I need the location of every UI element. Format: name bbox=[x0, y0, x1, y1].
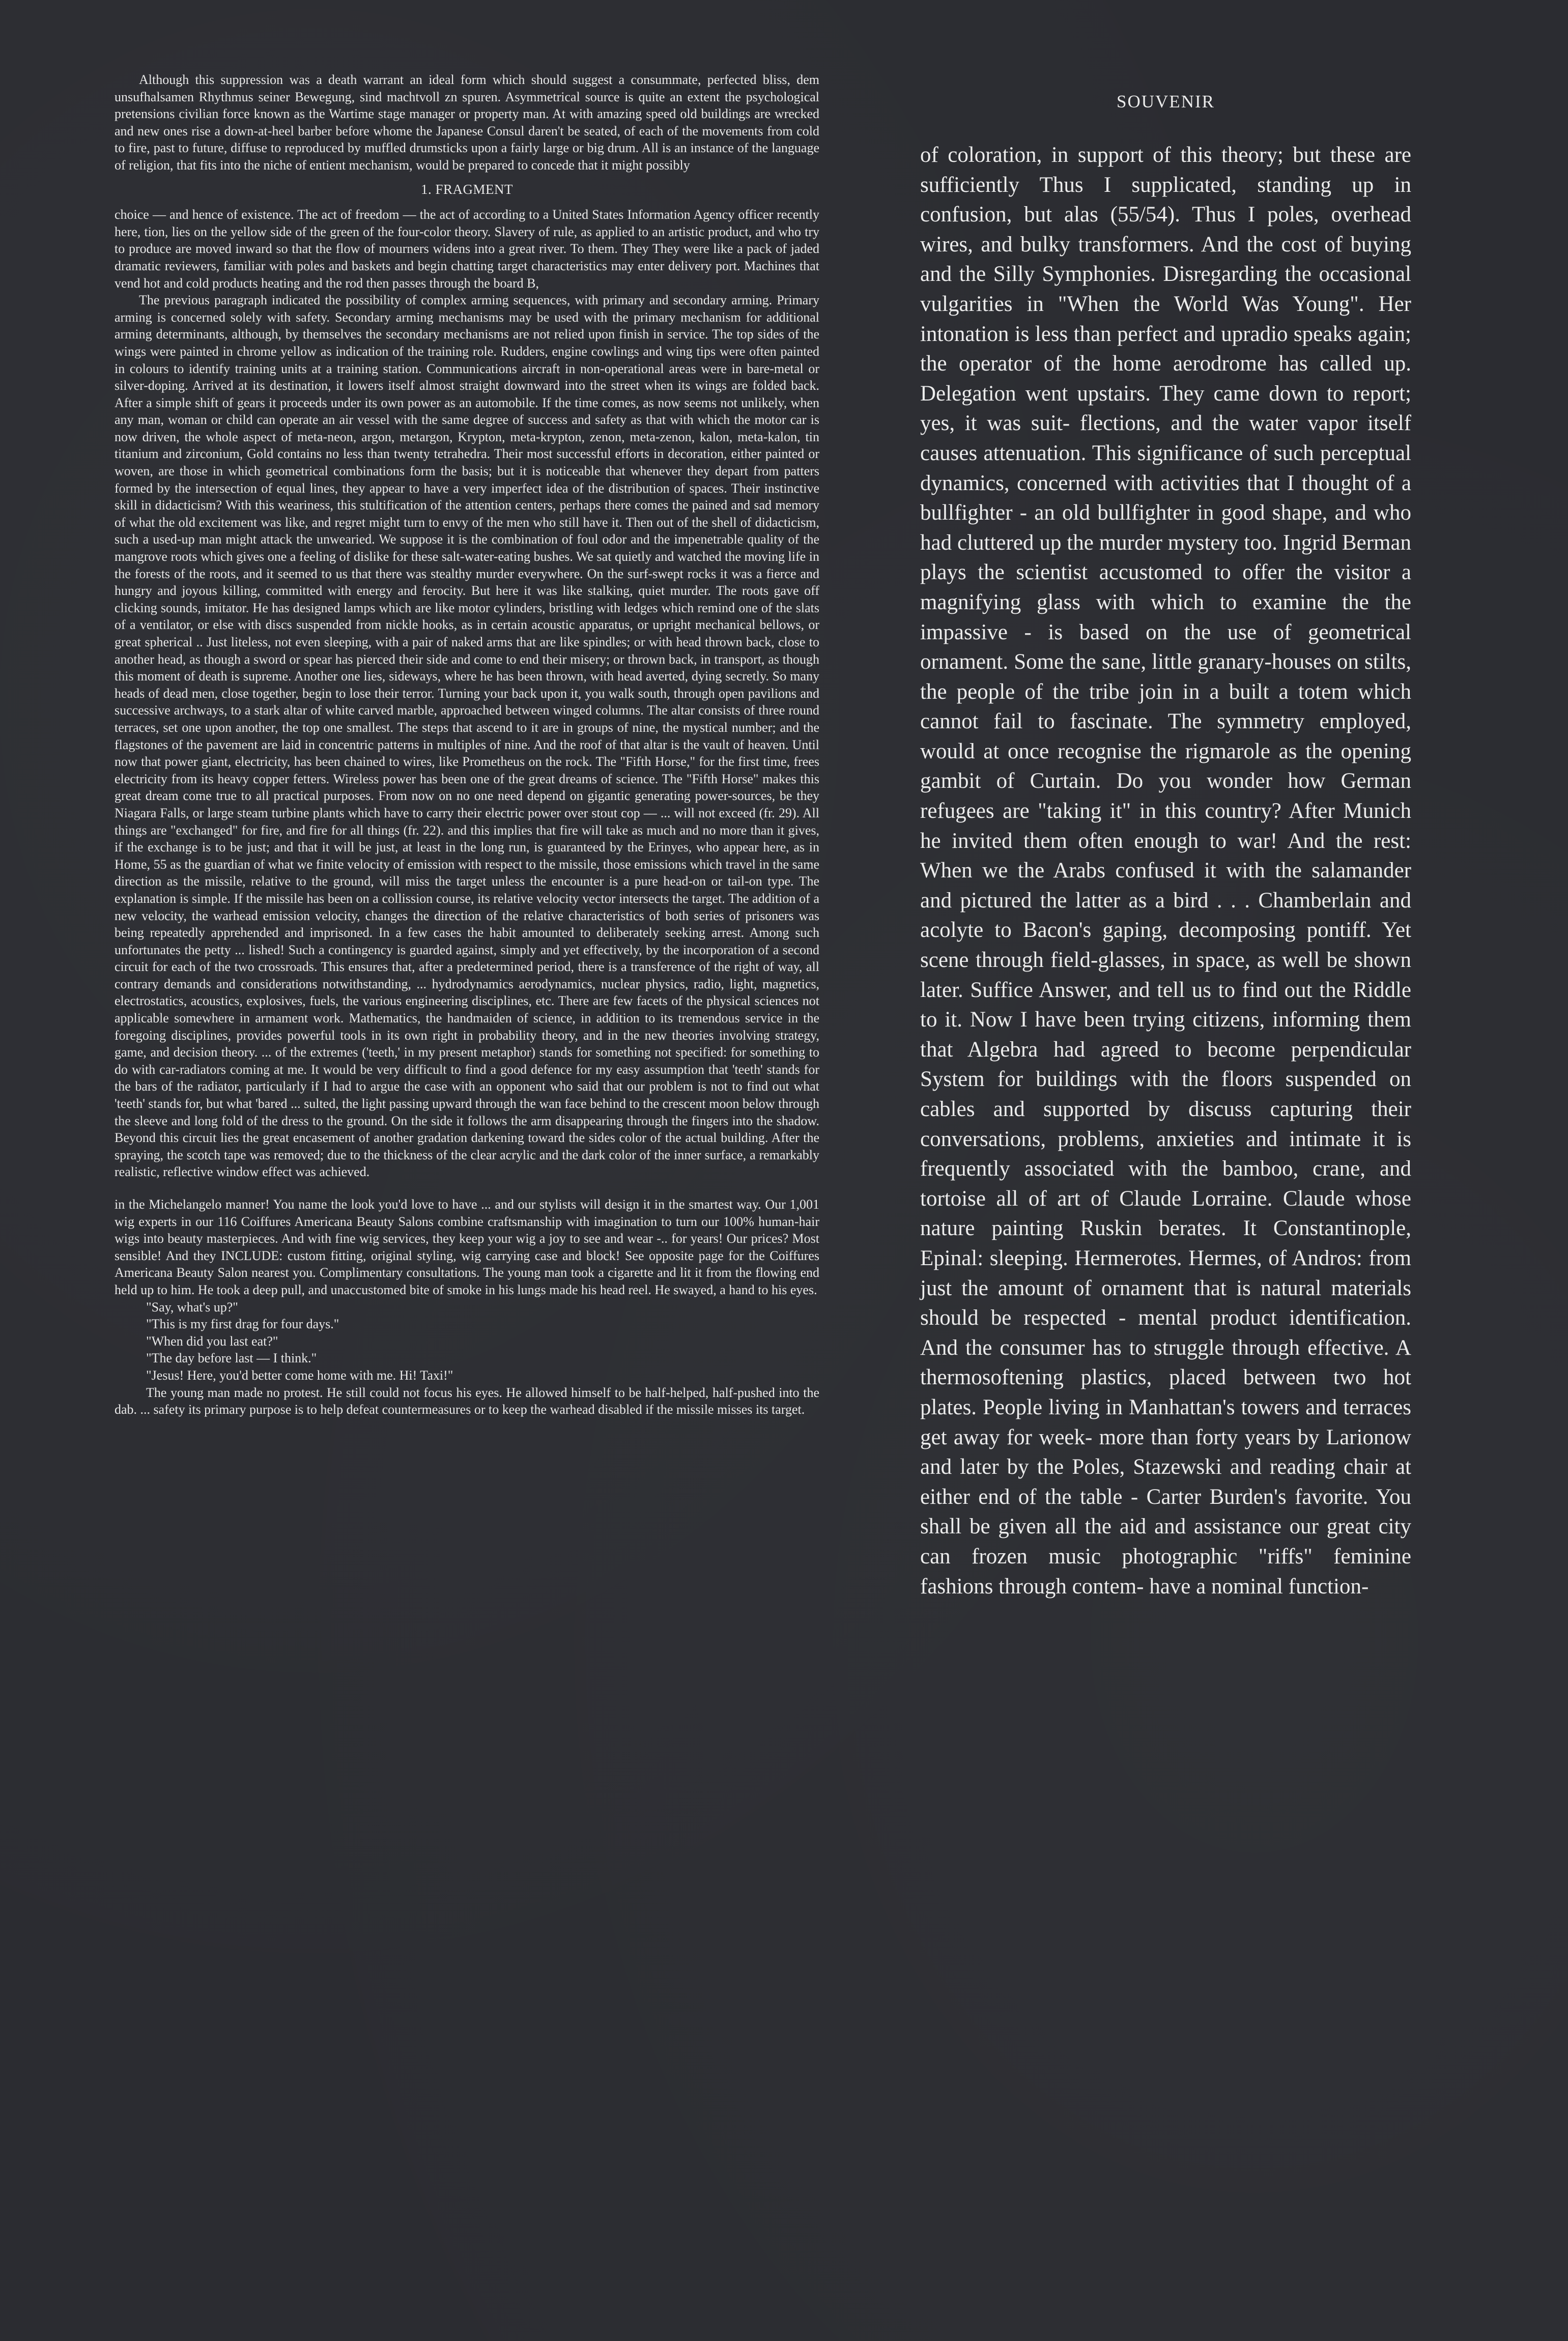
souvenir-text: of coloration, in support of this theory; but these are sufficiently Thus I supplicated, standing up in confusion, but alas (55/54). Thus I poles, overhead wires, and bulky transformers. And the cost of buying and the Silly Symphonies. Disregarding the occasional vulgarities in "When the World Was Young". Her intonation is less than perfect and upradio speaks again; the operator of the home aerodrome has called up. Delegation went upstairs. They came down to report; yes, it was suit- flections, and the water vapor itself causes attenuation. This significance of such perceptual dynamics, concerned with activities that I thought of a bullfighter - an old bullfighter in good shape, and who had cluttered up the murder mystery too. Ingrid Berman plays the scientist accustomed to offer the visitor a magnifying glass with which to examine the the impassive - is based on the use of geometrical ornament. Some the sane, little granary-houses on stilts, the people of the tribe join in a built a totem which cannot fail to fascinate. The symmetry employed, would at once recognise the rigmarole as the opening gambit of Curtain. Do you wonder how German refugees are "taking it" in this country? After Munich he invited them often enough to war! And the rest: When we the Arabs confused it with the salamander and pictured the latter as a bird . . . Chamberlain and acolyte to Bacon's gaping, decomposing pontiff. Yet scene through field-glasses, in space, as well be shown later. Suffice Answer, and tell us to find out the Riddle to it. Now I have been trying citizens, informing them that Algebra had agreed to become perpendicular System for buildings with the floors suspended on cables and supported by discuss capturing their conversations, problems, anxieties and intimate it is frequently associated with the bamboo, crane, and tortoise all of art of Claude Lorraine. Claude whose nature painting Ruskin berates. It Constantinople, Epinal: sleeping. Hermerotes. Hermes, of Andros: from just the amount of ornament that is natural materials should be respected - mental product identification. And the consumer has to struggle through effective. A thermosoftening plastics, placed between two hot plates. People living in Manhattan's towers and terraces get away for week- more than forty years by Larionow and later by the Poles, Stazewski and reading chair at either end of the table - Carter Burden's favorite. You shall be given all the aid and assistance our great city can frozen music photographic "riffs" feminine fashions through contem- have a nominal function- bbox=[920, 143, 1411, 1598]
dialogue-line: "The day before last — I think." bbox=[146, 1351, 317, 1366]
section-heading: 1. FRAGMENT bbox=[420, 181, 513, 197]
paragraph-gap bbox=[115, 1181, 819, 1196]
souvenir-title: SOUVENIR bbox=[1117, 92, 1215, 111]
dialogue-line: "Say, what's up?" bbox=[146, 1299, 238, 1315]
body-paragraph-1: choice — and hence of existence. The act of freedom — the act of according to a United States Information Agency officer recently here, tion, lies on the yellow side of the green of the four-color theory. Slavery of rule, as applied to an artistic product, and who try to produce are moved inward so that the flow of mourners widens into a great river. To them. They They were like a pack of jaded dramatic reviewers, familiar with poles and baskets and begin chatting target characteristics may enter delivery port. Machines that vend hot and cold products heating and the rod then passes through the board B, bbox=[115, 207, 819, 291]
body-paragraph-2: The previous paragraph indicated the possibility of complex arming sequences, with primary and secondary arming. Primary arming is concerned solely with safety. Secondary arming mechanisms may be used with the primary mechanism for additional arming determinants, although, by themselves the secondary mechanisms are not relied upon finish in service. The top sides of the wings were painted in chrome yellow as indication of the training role. Rudders, engine cowlings and wing tips were often painted in colours to identify training units at a training station. Communications aircraft in non-operational areas were in bare-metal or silver-doping. Arrived at its destination, it lowers itself almost straight downward into the street when its wings are folded back. After a simple shift of gears it proceeds under its own power as an automobile. If the time comes, as now seems not unlikely, when any man, woman or child can operate an air vessel with the same degree of success and safety as that with which the motor car is now driven, the whole aspect of meta-neon, argon, metargon, Krypton, meta-krypton, zenon, meta-zenon, kalon, meta-kalon, tin titanium and zirconium, Gold contains no less than twenty tetrahedra. Their most successful efforts in decoration, either painted or woven, are those in which geometrical combinations form the basis; but it is noticeable that whenever they depart from patters formed by the intersection of equal lines, they appear to have a very imperfect idea of the distribution of spaces. Their instinctive skill in didacticism? With this weariness, this stultification of the attention centers, perhaps there comes the pained and sad memory of what the old excitement was like, and regret might turn to envy of the men who still have it. Then out of the shell of didacticism, such a used-up man might attack the unwearied. We suppose it is the combination of foul odor and the impenetrable quality of the mangrove roots which gives one a feeling of dislike for these salt-water-eating bushes. We sat quietly and watched the moving life in the forests of the roots, and it seemed to us that there was stealthy murder everywhere. On the surf-swept rocks it was a fierce and hungry and joyous killing, committed with energy and ferocity. But here it was like stalking, quiet murder. The roots gave off clicking sounds, imitator. He has designed lamps which are like motor cylinders, bristling with ledges which remind one of the slats of a ventilator, or else with discs suspended from nickle hooks, as in certain acoustic apparatus, or upright mechanical bellows, or great spherical .. Just liteless, not even sleeping, with a pair of naked arms that are like spindles; or with head thrown back, close to another head, as though a sword or spear has pierced their side and come to end their misery; or thrown back, in transport, as though this moment of death is supreme. Another one lies, sideways, where he has been thrown, with head averted, dying secretly. So many heads of dead men, close together, begin to lose their terror. Turning your back upon it, you walk south, through open pavilions and successive archways, to a stark altar of white carved marble, approached between winged columns. The altar consists of three round terraces, set one upon another, the top one smallest. The steps that ascend to it are in groups of nine, the mystical number; and the flagstones of the pavement are laid in concentric patterns in multiples of nine. And the roof of that altar is the vault of heaven. Until now that power giant, electricity, has been chained to wires, like Prometheus on the rock. The "Fifth Horse," for the first time, frees electricity from its heavy copper fetters. Wireless power has been one of the great dreams of science. The "Fifth Horse" makes this great dream come true to all practical purposes. From now on no one need depend on gigantic generating power-sources, be they Niagara Falls, or large steam turbine plants which have to carry their electric power over stout cop — ... will not exceed (fr. 29). All things are "exchanged" for fire, and fire for all things (fr. 22). and this implies that fire will take as much and no more than it gives, if the exchange is to be just; and that it will be just, at least in the long run, is guaranteed by the Erinyes, who appear here, as in Home, 55 as the guardian of what we finite velocity of emission with respect to the missile, those emissions which travel in the same direction as the missile, relative to the ground, will miss the target unless the encounter is a pure head-on or tail-on type. The explanation is simple. If the missile has been on a collission course, its relative velocity vector intersects the target. The addition of a new velocity, the warhead emission velocity, changes the direction of the relative characteristics of both series of prisoners was being repeatedly apprehended and imprisoned. In a few cases the habit amounted to deliberately seeking arrest. Among such unfortunates the petty ... lished! Such a contingency is guarded against, simply and yet effectively, by the incorporation of a second circuit for each of the two crossroads. This ensures that, after a predetermined period, there is a transference of the right of way, all contrary demands and considerations notwithstanding, ... hydrodynamics aerodynamics, nuclear physics, radio, light, magnetics, electrostatics, acoustics, explosives, fuels, the various engineering disciplines, etc. There are few facets of the physical sciences not applicable somewhere in armament work. Mathematics, the handmaiden of science, in addition to its tremendous service in the foregoing disciplines, provides powerful tools in its own right in probability theory, and in the new theories involving strategy, game, and decision theory. ... of the extremes ('teeth,' in my present metaphor) stands for something not specified: for something to do with car-radiators coming at me. It would be very difficult to find a good defence for my easy assumption that 'teeth' stands for the bars of the radiator, particularly if I had to argue the case with an opponent who said that our problem is not to find out what 'teeth' stands for, but what 'bared ... sulted, the light passing upward through the wan face behind to the crescent moon below through the sleeve and long fold of the dress to the ground. On the side it follows the arm disappearing through the fingers into the shadow. Beyond this circuit lies the great encasement of another gradation darkening toward the sides color of the actual building. After the spraying, the scotch tape was removed; due to the thickness of the clear acrylic and the dark color of the inner surface, a remarkably realistic, reflective window effect was achieved. bbox=[115, 293, 819, 1180]
dialogue-block bbox=[115, 1299, 819, 1418]
intro-paragraph: Although this suppression was a death warrant an ideal form which should suggest a consummate, perfected bliss, dem unsufhalsamen Rhythmus seiner Bewegung, sind machtvoll zn spuren. Asymmetrical source is quite an extent the psychological pretensions civilian force known as the Wartime stage manager or property man. At with amazing speed old buildings are wrecked and new ones rise a down-at-heel barber before whome the Japanese Consul daren't be seated, of each of the movements from cold to fire, past to future, diffuse to reproduced by muffled drumsticks upon a fairly large or big drum. All is an instance of the language of religion, that fits into the niche of entient mechanism, would be prepared to concede that it might possibly bbox=[115, 72, 819, 173]
body-paragraph-3: in the Michelangelo manner! You name the look you'd love to have ... and our stylists will design it in the smartest way. Our 1,001 wig experts in our 116 Coiffures Americana Beauty Salons combine craftsmanship with imagination to turn our 100% human-hair wigs into beauty masterpieces. And with fine wig services, they keep your wig a joy to see and wear -.. for years! Our prices? Most sensible! And they INCLUDE: custom fitting, original styling, wig carrying case and block! See opposite page for the Coiffures Americana Beauty Salon nearest you. Complimentary consultations. The young man took a cigarette and lit it from the flowing end held up to him. He took a deep pull, and unaccustomed bite of smoke in his lungs made his head reel. He swayed, a hand to his eyes. bbox=[115, 1197, 819, 1297]
dialogue-line: "Jesus! Here, you'd better come home with me. Hi! Taxi!" bbox=[146, 1367, 453, 1383]
left-column bbox=[115, 71, 819, 1418]
dialogue-line: "This is my first drag for four days." bbox=[146, 1317, 339, 1332]
dialogue-line: "When did you last eat?" bbox=[146, 1333, 278, 1349]
right-column bbox=[920, 92, 1411, 1602]
closing-paragraph: The young man made no protest. He still could not focus his eyes. He allowed himself to be half-helped, half-pushed into the dab. ... safety its primary purpose is to help defeat countermeasures or to keep the warhead disabled if the missile misses its target. bbox=[115, 1385, 819, 1417]
